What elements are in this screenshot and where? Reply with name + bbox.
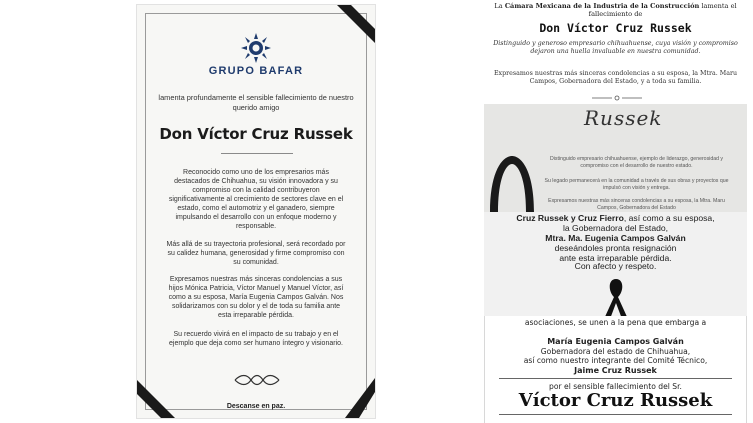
flourish-ornament-icon xyxy=(233,373,281,387)
body-paragraph: Más allá de su trayectoria profesional, será recordado por su calidez humana, generosidad y firme compromiso con su comunidad. xyxy=(166,241,346,266)
committee-obituary-panel xyxy=(484,316,747,423)
condolence-block: la Gobernadora del Estado, Mtra. Ma. Eugenia Campos Galván deseándoles pronta resignación ante esta irreparable pérdida. xyxy=(545,223,686,263)
lead-text: lamenta profundamente el sensible fallecimiento de nuestro querido amigo xyxy=(158,93,354,112)
ornament-icon xyxy=(592,95,642,101)
brand-name: GRUPO BAFAR xyxy=(208,65,304,77)
body-paragraph: Expresamos nuestras más sinceras condolencias a sus hijos Mónica Patricia, Víctor Manuel y Manuel Víctor, así como a su esposa, María Eugenia Campos Galván. Nos solidarizamos con su dolor y el de toda su familia ante esta irreparable pérdida. xyxy=(168,276,344,319)
body-text: Distinguido empresario chihuahuense, ejemplo de liderazgo, generosidad y compromiso con el desarrollo de nuestro estado. xyxy=(549,156,724,169)
announcement-intro: La Cámara Mexicana de la Industria de la Construcción lamenta el fallecimiento de xyxy=(494,2,737,19)
mourning-ribbon-icon xyxy=(484,152,539,212)
sun-emblem-icon xyxy=(239,33,273,63)
mourning-ribbon-icon xyxy=(600,277,632,316)
brand-logo xyxy=(137,33,375,77)
deceased-name: Víctor Cruz Russek xyxy=(518,390,713,411)
body-text: Su legado permanecerá en la comunidad a través de sus obras y proyectos que impulsó con visión y entrega. xyxy=(544,178,729,191)
cmic-obituary-panel xyxy=(484,0,747,104)
intro-line: asociaciones, se unen a la pena que embarga a xyxy=(524,318,707,327)
body-paragraph: Su recuerdo vivirá en el impacto de su trabajo y en el ejemplo que deja como ser humano íntegro y visionario. xyxy=(169,331,343,347)
russek-obituary-panel xyxy=(484,104,747,212)
description-text: Distinguido y generoso empresario chihuahuense, cuya visión y compromiso dejaron una huella invaluable en nuestra comunidad. xyxy=(493,40,738,55)
divider xyxy=(499,378,732,379)
family-condolence-panel xyxy=(484,212,747,316)
script-surname: Russek xyxy=(584,106,663,130)
closing-text: Descanse en paz. xyxy=(226,403,286,410)
body-paragraph: Reconocido como uno de los empresarios más destacados de Chihuahua, su visión innovadora y su compromiso con la calidad contribuyeron significativamente al crecimiento de sectores clave en el estado, como el automotriz y el ganadero, siempre impulsando el desarrollo con un enfoque moderno y responsable. xyxy=(168,169,344,230)
body-text: Expresamos nuestras más sinceras condolencias a su esposa, la Mtra. Maru Campos, Gobernadora del Estado xyxy=(548,198,725,211)
mourners-block: María Eugenia Campos Galván Gobernadora del estado de Chihuahua, así como nuestro integrante del Comité Técnico, Jaime Cruz Russek xyxy=(523,337,708,375)
divider xyxy=(221,153,293,154)
condolence-line: Cruz Russek y Cruz Fierro, así como a su esposa, xyxy=(516,213,715,223)
divider xyxy=(499,414,732,415)
deceased-name: Don Víctor Cruz Russek xyxy=(159,125,353,143)
condolences-text: Expresamos nuestras más sinceras condolencias a su esposa, la Mtra. Maru Campos, Gobernadora del Estado, y a toda su familia. xyxy=(493,70,738,85)
deceased-name: Don Víctor Cruz Russek xyxy=(539,21,692,35)
loss-line: por el sensible fallecimiento del Sr. xyxy=(549,382,682,391)
sign-off: Con afecto y respeto. xyxy=(574,261,657,271)
bafar-obituary-card xyxy=(136,4,376,419)
